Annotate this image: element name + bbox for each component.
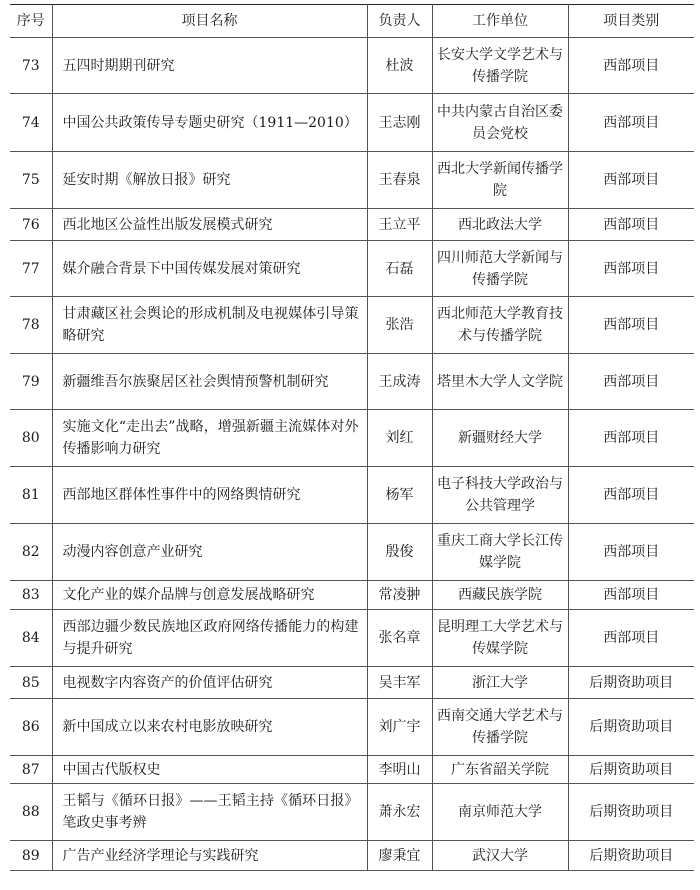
row-num: 78 bbox=[10, 297, 52, 354]
row-lead: 廖秉宜 bbox=[367, 841, 432, 871]
row-num: 79 bbox=[10, 354, 52, 410]
row-lead: 张浩 bbox=[367, 297, 432, 354]
table-row bbox=[10, 354, 694, 410]
row-unit: 武汉大学 bbox=[432, 841, 568, 871]
table-row bbox=[10, 841, 694, 871]
row-lead: 石磊 bbox=[367, 241, 432, 297]
table-row bbox=[10, 297, 694, 354]
table-row bbox=[10, 241, 694, 297]
header-title: 项目名称 bbox=[52, 5, 367, 38]
row-unit: 四川师范大学新闻与传播学院 bbox=[432, 241, 568, 297]
table-row bbox=[10, 784, 694, 841]
table-row bbox=[10, 699, 694, 756]
row-title: 新疆维吾尔族聚居区社会舆情预警机制研究 bbox=[52, 354, 367, 410]
row-title: 甘肃藏区社会舆论的形成机制及电视媒体引导策略研究 bbox=[52, 297, 367, 354]
row-num: 87 bbox=[10, 756, 52, 784]
row-unit: 西藏民族学院 bbox=[432, 581, 568, 610]
row-title: 延安时期《解放日报》研究 bbox=[52, 152, 367, 209]
row-type: 后期资助项目 bbox=[568, 756, 694, 784]
row-lead: 李明山 bbox=[367, 756, 432, 784]
row-lead: 刘广宇 bbox=[367, 699, 432, 756]
row-unit: 中共内蒙古自治区委员会党校 bbox=[432, 94, 568, 152]
row-unit: 西北师范大学教育技术与传播学院 bbox=[432, 297, 568, 354]
row-title: 西北地区公益性出版发展模式研究 bbox=[52, 209, 367, 241]
row-unit: 电子科技大学政治与公共管理学 bbox=[432, 467, 568, 524]
row-type: 后期资助项目 bbox=[568, 667, 694, 699]
row-lead: 张名章 bbox=[367, 610, 432, 667]
row-type: 西部项目 bbox=[568, 524, 694, 581]
table-row bbox=[10, 756, 694, 784]
row-lead: 王成涛 bbox=[367, 354, 432, 410]
row-num: 73 bbox=[10, 38, 52, 94]
row-lead: 王立平 bbox=[367, 209, 432, 241]
row-type: 西部项目 bbox=[568, 610, 694, 667]
row-lead: 吴丰军 bbox=[367, 667, 432, 699]
header-row bbox=[10, 5, 694, 38]
row-type: 西部项目 bbox=[568, 241, 694, 297]
row-type: 后期资助项目 bbox=[568, 841, 694, 871]
row-num: 74 bbox=[10, 94, 52, 152]
row-type: 西部项目 bbox=[568, 354, 694, 410]
row-num: 75 bbox=[10, 152, 52, 209]
row-unit: 广东省韶关学院 bbox=[432, 756, 568, 784]
row-unit: 塔里木大学人文学院 bbox=[432, 354, 568, 410]
row-title: 动漫内容创意产业研究 bbox=[52, 524, 367, 581]
row-num: 89 bbox=[10, 841, 52, 871]
row-num: 81 bbox=[10, 467, 52, 524]
row-title: 文化产业的媒介品牌与创意发展战略研究 bbox=[52, 581, 367, 610]
row-lead: 殷俊 bbox=[367, 524, 432, 581]
row-type: 西部项目 bbox=[568, 152, 694, 209]
row-title: 媒介融合背景下中国传媒发展对策研究 bbox=[52, 241, 367, 297]
row-unit: 昆明理工大学艺术与传媒学院 bbox=[432, 610, 568, 667]
row-type: 西部项目 bbox=[568, 467, 694, 524]
row-type: 西部项目 bbox=[568, 209, 694, 241]
row-unit: 浙江大学 bbox=[432, 667, 568, 699]
row-num: 76 bbox=[10, 209, 52, 241]
row-title: 西部边疆少数民族地区政府网络传播能力的构建与提升研究 bbox=[52, 610, 367, 667]
header-num: 序号 bbox=[10, 5, 52, 38]
row-unit: 南京师范大学 bbox=[432, 784, 568, 841]
table-row bbox=[10, 410, 694, 467]
table-row bbox=[10, 581, 694, 610]
table-row bbox=[10, 610, 694, 667]
row-lead: 王春泉 bbox=[367, 152, 432, 209]
row-type: 西部项目 bbox=[568, 581, 694, 610]
row-type: 后期资助项目 bbox=[568, 784, 694, 841]
row-lead: 杨军 bbox=[367, 467, 432, 524]
header-type: 项目类别 bbox=[568, 5, 694, 38]
row-title: 广告产业经济学理论与实践研究 bbox=[52, 841, 367, 871]
row-type: 西部项目 bbox=[568, 38, 694, 94]
row-title: 中国公共政策传导专题史研究（1911—2010） bbox=[52, 94, 367, 152]
row-title: 新中国成立以来农村电影放映研究 bbox=[52, 699, 367, 756]
row-title: 中国古代版权史 bbox=[52, 756, 367, 784]
row-num: 80 bbox=[10, 410, 52, 467]
row-lead: 常凌翀 bbox=[367, 581, 432, 610]
row-num: 77 bbox=[10, 241, 52, 297]
row-unit: 西北大学新闻传播学院 bbox=[432, 152, 568, 209]
header-lead: 负责人 bbox=[367, 5, 432, 38]
row-type: 西部项目 bbox=[568, 410, 694, 467]
row-lead: 萧永宏 bbox=[367, 784, 432, 841]
row-num: 88 bbox=[10, 784, 52, 841]
row-unit: 西北政法大学 bbox=[432, 209, 568, 241]
row-num: 83 bbox=[10, 581, 52, 610]
row-unit: 重庆工商大学长江传媒学院 bbox=[432, 524, 568, 581]
row-title: 王韬与《循环日报》——王韬主持《循环日报》笔政史事考辨 bbox=[52, 784, 367, 841]
row-title: 五四时期期刊研究 bbox=[52, 38, 367, 94]
row-lead: 王志刚 bbox=[367, 94, 432, 152]
row-num: 82 bbox=[10, 524, 52, 581]
row-unit: 长安大学文学艺术与传播学院 bbox=[432, 38, 568, 94]
row-type: 西部项目 bbox=[568, 94, 694, 152]
row-lead: 刘红 bbox=[367, 410, 432, 467]
row-lead: 杜波 bbox=[367, 38, 432, 94]
row-title: 实施文化“走出去”战略，增强新疆主流媒体对外传播影响力研究 bbox=[52, 410, 367, 467]
table-row bbox=[10, 467, 694, 524]
row-type: 后期资助项目 bbox=[568, 699, 694, 756]
project-table bbox=[10, 4, 694, 871]
row-title: 西部地区群体性事件中的网络舆情研究 bbox=[52, 467, 367, 524]
table-row bbox=[10, 94, 694, 152]
row-num: 86 bbox=[10, 699, 52, 756]
row-type: 西部项目 bbox=[568, 297, 694, 354]
row-unit: 新疆财经大学 bbox=[432, 410, 568, 467]
row-unit: 西南交通大学艺术与传播学院 bbox=[432, 699, 568, 756]
table-row bbox=[10, 524, 694, 581]
row-title: 电视数字内容资产的价值评估研究 bbox=[52, 667, 367, 699]
table-row bbox=[10, 209, 694, 241]
table-row bbox=[10, 152, 694, 209]
row-num: 84 bbox=[10, 610, 52, 667]
row-num: 85 bbox=[10, 667, 52, 699]
table-row bbox=[10, 38, 694, 94]
table-row bbox=[10, 667, 694, 699]
header-unit: 工作单位 bbox=[432, 5, 568, 38]
